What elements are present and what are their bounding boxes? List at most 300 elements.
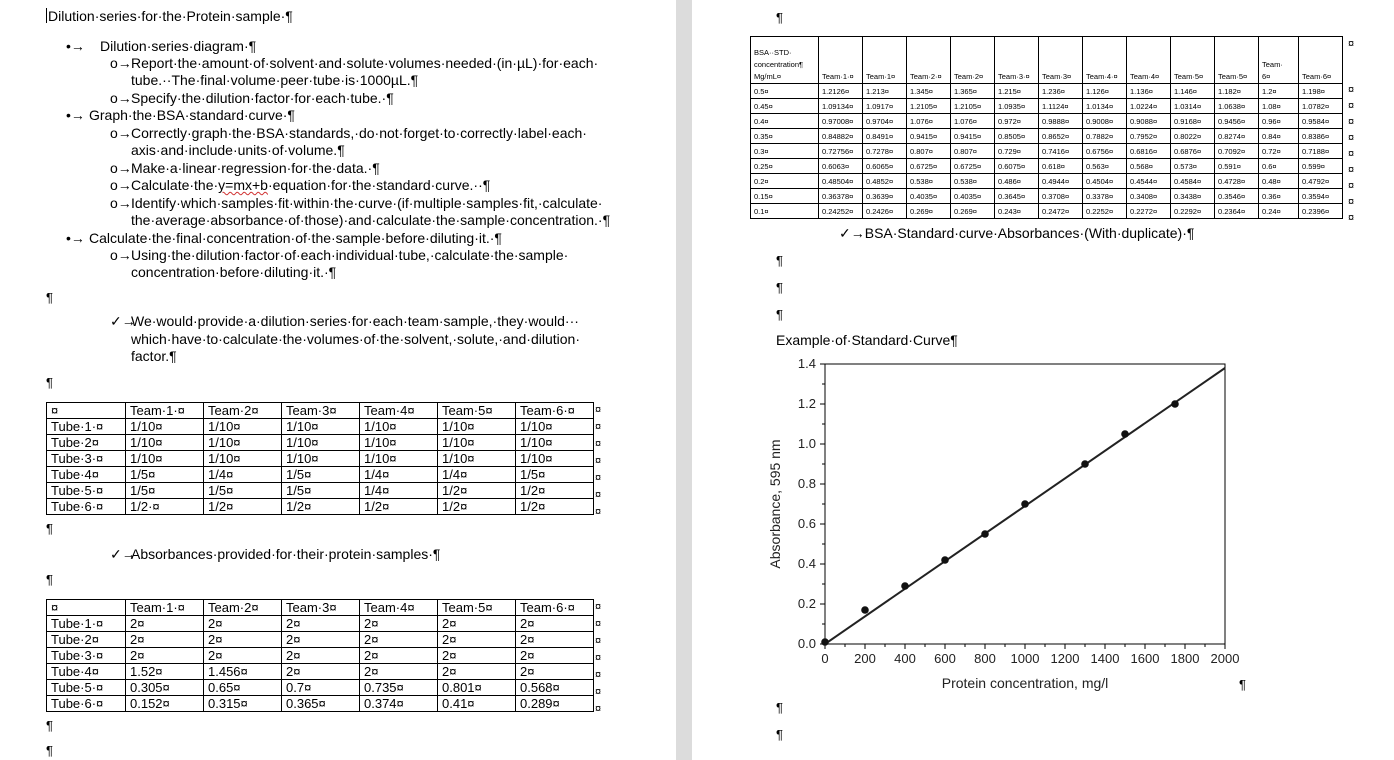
table-cell: 0.7952¤: [1127, 129, 1171, 144]
table-header-row: [47, 403, 594, 419]
table-cell: 2¤: [360, 664, 438, 680]
table-cell: 1/5¤: [204, 483, 282, 499]
table-cell: 0.5¤: [751, 84, 819, 99]
table-cell: 1/4¤: [204, 467, 282, 483]
table-cell: 0.7278¤: [863, 144, 907, 159]
outline-line-8: o→Make·a·linear·regression·for·the·data.·¶: [110, 160, 380, 176]
table-cell: 2¤: [126, 648, 204, 664]
note-1-line-1: ✓→We·would·provide·a·dilution·series·for·each·team·sample,·they·would···: [110, 313, 579, 329]
row-end-mark: ¤: [595, 421, 602, 433]
table-cell: 1.0134¤: [1083, 99, 1127, 114]
table-cell: 0.9415¤: [907, 129, 951, 144]
table-cell: Tube·5·¤: [47, 483, 126, 499]
table-cell: 1/10¤: [204, 419, 282, 435]
x-axis-label: Protein concentration, mg/l: [941, 675, 1109, 691]
table-cell: 0.568¤: [516, 680, 594, 696]
table-cell: 0.729¤: [995, 144, 1039, 159]
table-cell: 2¤: [438, 616, 516, 632]
table-cell: 2¤: [204, 648, 282, 664]
table-cell: 2¤: [282, 616, 360, 632]
empty-paragraph: ¶: [776, 280, 783, 295]
table-row: [47, 451, 594, 467]
table-cell: 1/10¤: [360, 451, 438, 467]
table-header-row: [47, 600, 594, 616]
table-row: [751, 174, 1343, 189]
table-cell: 1/10¤: [360, 435, 438, 451]
table-cell: 1/4¤: [438, 467, 516, 483]
row-end-mark: ¤: [595, 652, 602, 664]
table-cell: 1.0782¤: [1299, 99, 1343, 114]
y-tick-label: 0.8: [797, 476, 816, 491]
table-cell: Team·4¤: [360, 600, 438, 616]
table-cell: 0.538¤: [951, 174, 995, 189]
table-cell: 0.486¤: [995, 174, 1039, 189]
table-row: [751, 99, 1343, 114]
table-row: [751, 114, 1343, 129]
table-cell: 0.538¤: [907, 174, 951, 189]
table-cell: 1/10¤: [126, 419, 204, 435]
table-cell: 2¤: [438, 664, 516, 680]
table-cell: Team·4¤: [1127, 37, 1171, 84]
empty-paragraph: ¶: [776, 307, 783, 322]
x-tick-label: 400: [894, 651, 916, 666]
table-row: [47, 435, 594, 451]
table-header-row: [751, 37, 1343, 84]
row-end-mark: ¤: [595, 703, 602, 715]
row-end-mark: ¤: [1348, 132, 1355, 144]
table-cell: 0.9584¤: [1299, 114, 1343, 129]
table-cell: 0.2426¤: [863, 204, 907, 219]
y-tick-label: 1.4: [797, 356, 816, 371]
outline-line-9: o→Calculate·the·y=mx+b·equation·for·the·standard·curve.··¶: [110, 177, 491, 193]
table-cell: Tube·6·¤: [47, 696, 126, 712]
table-cell: 1/5¤: [126, 467, 204, 483]
table-cell: 0.48¤: [1259, 174, 1299, 189]
x-tick-label: 1200: [1050, 651, 1080, 666]
table-cell: 1.2105¤: [951, 99, 995, 114]
table-cell: 0.8386¤: [1299, 129, 1343, 144]
table-cell: 0.8491¤: [863, 129, 907, 144]
spellcheck-flag: y=mx+b: [218, 177, 268, 193]
x-tick-label: 1000: [1010, 651, 1040, 666]
table-cell: Team·1·¤: [819, 37, 863, 84]
table-cell: 0.4584¤: [1171, 174, 1215, 189]
table-cell: Team·2¤: [951, 37, 995, 84]
table-caption: ✓→BSA·Standard·curve·Absorbances·(With·duplicate)·¶: [839, 225, 1195, 241]
table-cell: 0.24¤: [1259, 204, 1299, 219]
table-cell: 1/10¤: [438, 435, 516, 451]
table-cell: 0.36¤: [1259, 189, 1299, 204]
x-tick-label: 800: [974, 651, 996, 666]
table-cell: Team·1·¤: [126, 403, 204, 419]
row-end-mark: ¤: [595, 438, 602, 450]
empty-paragraph: ¶: [46, 290, 53, 305]
table-cell: Tube·2¤: [47, 632, 126, 648]
table-cell: 0.618¤: [1039, 159, 1083, 174]
table-cell: 1/10¤: [204, 435, 282, 451]
table-row: [47, 467, 594, 483]
table-cell: 0.6075¤: [995, 159, 1039, 174]
table-cell: Tube·4¤: [47, 664, 126, 680]
outline-line-6: o→Correctly·graph·the·BSA·standards,·do·not·forget·to·correctly·label·each·: [110, 125, 587, 141]
table-cell: 0.735¤: [360, 680, 438, 696]
table-cell: 0.6816¤: [1127, 144, 1171, 159]
empty-paragraph: ¶: [776, 727, 783, 742]
data-point: [1081, 460, 1089, 468]
table-cell: 0.2292¤: [1171, 204, 1215, 219]
table-cell: 0.24252¤: [819, 204, 863, 219]
table-cell: 0.8505¤: [995, 129, 1039, 144]
table-cell: 1/2¤: [516, 499, 594, 515]
table-row: [47, 696, 594, 712]
table-row: [47, 419, 594, 435]
table-cell: Team·5¤: [1215, 37, 1259, 84]
table-cell: 1/10¤: [282, 451, 360, 467]
table-cell: 0.269¤: [951, 204, 995, 219]
x-tick-label: 200: [854, 651, 876, 666]
table-cell: 0.7188¤: [1299, 144, 1343, 159]
table-cell: Team·3·¤: [995, 37, 1039, 84]
standard-curve-chart: [764, 352, 1264, 697]
table-cell: Team·5¤: [438, 403, 516, 419]
table-row: [751, 144, 1343, 159]
outline-line-13: o→Using·the·dilution·factor·of·each·individual·tube,·calculate·the·sample·: [110, 247, 569, 263]
document-title: Dilution·series·for·the·Protein·sample·¶: [48, 8, 293, 24]
table-row: [47, 648, 594, 664]
empty-paragraph: ¶: [776, 253, 783, 268]
table-row: [751, 84, 1343, 99]
table-cell: 1.2¤: [1259, 84, 1299, 99]
x-tick-label: 1600: [1130, 651, 1160, 666]
table-cell: BSA··STD· concentration¶ Mg/mL¤: [751, 37, 819, 84]
table-cell: 0.45¤: [751, 99, 819, 114]
table-cell: 0.3¤: [751, 144, 819, 159]
table-cell: 2¤: [360, 648, 438, 664]
row-end-mark: ¤: [595, 404, 602, 416]
table-cell: 1/10¤: [282, 435, 360, 451]
table-cell: 1/5¤: [282, 483, 360, 499]
table-row: [751, 189, 1343, 204]
table-cell: 0.3378¤: [1083, 189, 1127, 204]
row-end-mark: ¤: [595, 489, 602, 501]
table-cell: 0.9008¤: [1083, 114, 1127, 129]
data-point: [981, 530, 989, 538]
table-cell: 0.2252¤: [1083, 204, 1127, 219]
data-point: [1171, 400, 1179, 408]
row-end-mark: ¤: [595, 601, 602, 613]
table-row: [47, 499, 594, 515]
table-cell: 0.365¤: [282, 696, 360, 712]
x-tick-label: 2000: [1210, 651, 1240, 666]
empty-paragraph: ¶: [46, 521, 53, 536]
empty-paragraph: ¶: [776, 700, 783, 715]
table-cell: Team·1¤: [863, 37, 907, 84]
x-tick-label: 0: [821, 651, 829, 666]
table-cell: 1.076¤: [907, 114, 951, 129]
table-cell: 2¤: [360, 632, 438, 648]
table-cell: 1/5¤: [126, 483, 204, 499]
table-cell: Team·2¤: [204, 600, 282, 616]
table-cell: Team·2·¤: [907, 37, 951, 84]
table-cell: 1.213¤: [863, 84, 907, 99]
table-cell: 1.182¤: [1215, 84, 1259, 99]
row-end-mark: ¤: [1348, 100, 1355, 112]
table-cell: 1/10¤: [516, 451, 594, 467]
table-cell: 0.9415¤: [951, 129, 995, 144]
empty-paragraph: ¶: [1239, 677, 1246, 692]
table-cell: 2¤: [438, 632, 516, 648]
table-cell: 1/10¤: [360, 419, 438, 435]
x-tick-label: 1800: [1170, 651, 1200, 666]
table-cell: 0.97008¤: [819, 114, 863, 129]
table-cell: 0.243¤: [995, 204, 1039, 219]
page-gutter: [676, 0, 692, 760]
table-cell: Team·4·¤: [1083, 37, 1127, 84]
table-cell: 0.9888¤: [1039, 114, 1083, 129]
table-cell: 1.345¤: [907, 84, 951, 99]
data-point: [1121, 430, 1129, 438]
table-cell: ¤: [47, 600, 126, 616]
table-cell: 2¤: [360, 616, 438, 632]
table-cell: 0.6¤: [1259, 159, 1299, 174]
table-cell: 0.315¤: [204, 696, 282, 712]
empty-paragraph: ¶: [776, 10, 783, 25]
x-tick-label: 600: [934, 651, 956, 666]
empty-paragraph: ¶: [46, 743, 53, 758]
table-cell: 0.65¤: [204, 680, 282, 696]
table-cell: ¤: [47, 403, 126, 419]
outline-line-4: o→Specify·the·dilution·factor·for·each·tube.·¶: [110, 90, 394, 106]
note-1-line-2: which·have·to·calculate·the·volumes·of·the·solvent,·solute,·and·dilution·: [131, 331, 580, 347]
table-cell: 2¤: [516, 664, 594, 680]
row-end-mark: ¤: [595, 686, 602, 698]
table-cell: 0.9456¤: [1215, 114, 1259, 129]
table-cell: 1.0917¤: [863, 99, 907, 114]
table-cell: 1/2¤: [360, 499, 438, 515]
table-cell: 0.25¤: [751, 159, 819, 174]
table-cell: 1.0638¤: [1215, 99, 1259, 114]
table-cell: 0.972¤: [995, 114, 1039, 129]
table-cell: 1/5¤: [282, 467, 360, 483]
data-point: [821, 638, 829, 646]
y-tick-label: 0.0: [797, 636, 816, 651]
table-cell: 1.198¤: [1299, 84, 1343, 99]
table-cell: 0.84882¤: [819, 129, 863, 144]
table-cell: 1.365¤: [951, 84, 995, 99]
outline-line-3: tube.··The·final·volume·peer·tube·is·1000µL.¶: [131, 72, 419, 88]
row-end-mark: ¤: [595, 635, 602, 647]
table-cell: Team·5¤: [1171, 37, 1215, 84]
table-cell: 0.15¤: [751, 189, 819, 204]
table-cell: Tube·6·¤: [47, 499, 126, 515]
table-cell: 0.2364¤: [1215, 204, 1259, 219]
table-cell: 0.4¤: [751, 114, 819, 129]
table-cell: 0.374¤: [360, 696, 438, 712]
y-axis-label: Absorbance, 595 nm: [767, 439, 783, 569]
table-cell: 0.8652¤: [1039, 129, 1083, 144]
table-cell: 1/10¤: [204, 451, 282, 467]
table-row: [751, 129, 1343, 144]
table-cell: 1/2¤: [438, 483, 516, 499]
table-cell: 1.126¤: [1083, 84, 1127, 99]
table-cell: Team·5¤: [438, 600, 516, 616]
table-cell: 1.146¤: [1171, 84, 1215, 99]
table-cell: 1/2¤: [516, 483, 594, 499]
outline-line-1: •→ Dilution·series·diagram·¶: [66, 38, 257, 54]
table-cell: 0.9704¤: [863, 114, 907, 129]
table-cell: 0.2272¤: [1127, 204, 1171, 219]
table-cell: Team·6·¤: [516, 600, 594, 616]
y-tick-label: 0.4: [797, 556, 816, 571]
right-page: [692, 0, 1394, 760]
table-cell: 0.4944¤: [1039, 174, 1083, 189]
table-cell: 0.41¤: [438, 696, 516, 712]
absorbance-table: [46, 599, 594, 712]
table-cell: Team·2¤: [204, 403, 282, 419]
table-cell: 1/10¤: [438, 419, 516, 435]
row-end-mark: ¤: [595, 455, 602, 467]
bsa-standard-table: [750, 36, 1343, 219]
left-page: [0, 0, 676, 760]
table-cell: Tube·5·¤: [47, 680, 126, 696]
row-end-mark: ¤: [1348, 116, 1355, 128]
table-cell: 1/10¤: [126, 435, 204, 451]
data-point: [901, 582, 909, 590]
table-cell: 2¤: [438, 648, 516, 664]
table-cell: 1.215¤: [995, 84, 1039, 99]
table-cell: Team·6¤: [1299, 37, 1343, 84]
table-cell: Tube·4¤: [47, 467, 126, 483]
table-cell: 1/5¤: [516, 467, 594, 483]
table-cell: 1.0314¤: [1171, 99, 1215, 114]
note-2: ✓→Absorbances·provided·for·their·protein·samples·¶: [110, 546, 441, 562]
table-cell: 1.1124¤: [1039, 99, 1083, 114]
table-cell: 0.807¤: [951, 144, 995, 159]
y-tick-label: 1.0: [797, 436, 816, 451]
table-cell: 2¤: [126, 632, 204, 648]
table-cell: 0.7092¤: [1215, 144, 1259, 159]
x-tick-label: 1400: [1090, 651, 1120, 666]
table-cell: 0.3408¤: [1127, 189, 1171, 204]
table-cell: 0.568¤: [1127, 159, 1171, 174]
table-cell: 1/4¤: [360, 467, 438, 483]
data-point: [1021, 500, 1029, 508]
y-tick-label: 1.2: [797, 396, 816, 411]
row-end-mark: ¤: [595, 506, 602, 518]
table-cell: 1.136¤: [1127, 84, 1171, 99]
data-point: [941, 556, 949, 564]
table-cell: 0.563¤: [1083, 159, 1127, 174]
table-row: [47, 664, 594, 680]
table-cell: 2¤: [516, 648, 594, 664]
table-cell: Team·3¤: [282, 600, 360, 616]
table-cell: 0.9168¤: [1171, 114, 1215, 129]
table-cell: Tube·3·¤: [47, 451, 126, 467]
table-cell: 1.2126¤: [819, 84, 863, 99]
empty-paragraph: ¶: [46, 718, 53, 733]
table-cell: 0.1¤: [751, 204, 819, 219]
table-cell: 2¤: [204, 632, 282, 648]
table-cell: Team·4¤: [360, 403, 438, 419]
table-cell: 0.3438¤: [1171, 189, 1215, 204]
row-end-mark: ¤: [595, 669, 602, 681]
table-cell: Team·3¤: [1039, 37, 1083, 84]
table-cell: 1.52¤: [126, 664, 204, 680]
table-cell: 0.3645¤: [995, 189, 1039, 204]
table-cell: 1.456¤: [204, 664, 282, 680]
table-cell: 0.305¤: [126, 680, 204, 696]
table-row: [47, 616, 594, 632]
table-cell: 0.289¤: [516, 696, 594, 712]
table-cell: 0.4504¤: [1083, 174, 1127, 189]
table-cell: 0.7416¤: [1039, 144, 1083, 159]
table-row: [751, 159, 1343, 174]
table-cell: 0.807¤: [907, 144, 951, 159]
table-cell: 2¤: [516, 632, 594, 648]
table-cell: 1.08¤: [1259, 99, 1299, 114]
table-cell: 0.4728¤: [1215, 174, 1259, 189]
table-cell: 0.8022¤: [1171, 129, 1215, 144]
table-cell: Team· 6¤: [1259, 37, 1299, 84]
table-cell: 0.2¤: [751, 174, 819, 189]
table-cell: 1.2105¤: [907, 99, 951, 114]
table-cell: Tube·3·¤: [47, 648, 126, 664]
table-cell: 0.7¤: [282, 680, 360, 696]
table-cell: 0.3639¤: [863, 189, 907, 204]
table-cell: 1/10¤: [126, 451, 204, 467]
text-cursor: [46, 8, 47, 23]
table-row: [751, 204, 1343, 219]
table-cell: 0.84¤: [1259, 129, 1299, 144]
table-cell: 0.4035¤: [907, 189, 951, 204]
table-cell: 0.72756¤: [819, 144, 863, 159]
y-tick-label: 0.6: [797, 516, 816, 531]
table-cell: 0.6725¤: [951, 159, 995, 174]
table-cell: 1/10¤: [516, 419, 594, 435]
table-cell: Team·6·¤: [516, 403, 594, 419]
table-cell: Tube·1·¤: [47, 419, 126, 435]
row-end-mark: ¤: [1348, 38, 1355, 50]
table-cell: Tube·2¤: [47, 435, 126, 451]
table-cell: Team·1·¤: [126, 600, 204, 616]
empty-paragraph: ¶: [46, 572, 53, 587]
table-cell: Team·3¤: [282, 403, 360, 419]
empty-paragraph: ¶: [46, 375, 53, 390]
table-cell: 2¤: [516, 616, 594, 632]
table-cell: 1.236¤: [1039, 84, 1083, 99]
table-cell: 0.4035¤: [951, 189, 995, 204]
table-cell: 0.6065¤: [863, 159, 907, 174]
table-cell: 0.35¤: [751, 129, 819, 144]
table-cell: 2¤: [204, 616, 282, 632]
table-cell: 0.3546¤: [1215, 189, 1259, 204]
table-cell: 0.599¤: [1299, 159, 1343, 174]
table-cell: 2¤: [126, 616, 204, 632]
table-cell: 0.4544¤: [1127, 174, 1171, 189]
table-cell: 2¤: [282, 632, 360, 648]
table-cell: 0.2472¤: [1039, 204, 1083, 219]
table-cell: 2¤: [282, 648, 360, 664]
outline-line-2: o→Report·the·amount·of·solvent·and·solute·volumes·needed·(in·µL)·for·each·: [110, 55, 599, 71]
table-cell: 0.573¤: [1171, 159, 1215, 174]
outline-line-7: axis·and·include·units·of·volume.¶: [131, 142, 345, 158]
row-end-mark: ¤: [1348, 212, 1355, 224]
row-end-mark: ¤: [595, 472, 602, 484]
row-end-mark: ¤: [1348, 180, 1355, 192]
outline-line-5: •→ Graph·the·BSA·standard·curve·¶: [66, 107, 295, 123]
y-tick-label: 0.2: [797, 596, 816, 611]
table-cell: 0.6063¤: [819, 159, 863, 174]
